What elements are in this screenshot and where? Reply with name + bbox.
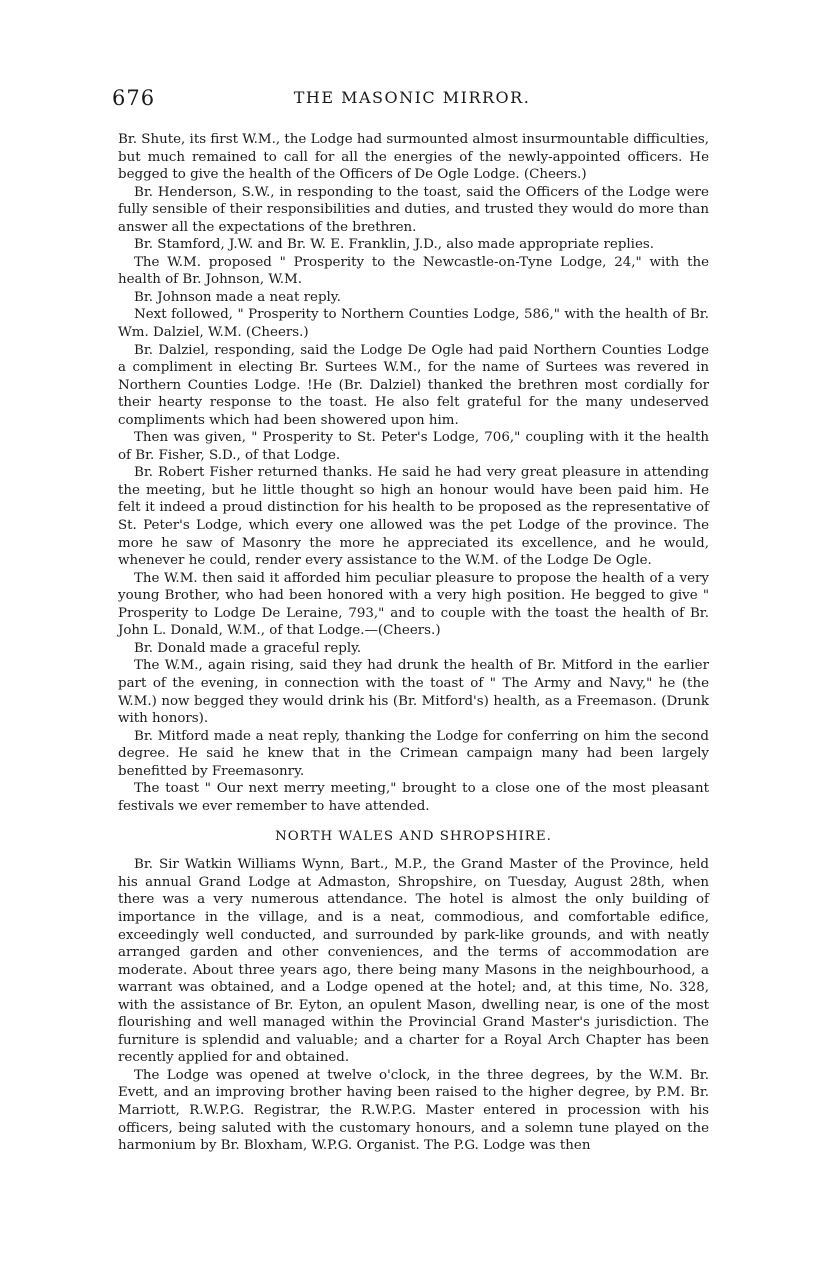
paragraph: Br. Dalziel, responding, said the Lodge De Ogle had paid Northern Counties Lodge a compliment in electing Br. Surtees W.M., for the name of Surtees was revered in Northern Counties Lodge. !He (Br. Dalziel) thanked the brethren most cordially for their hearty response to the toast. He also felt grateful for the many undeserved compliments which had been showered upon him. <box>118 342 709 428</box>
running-title: THE MASONIC MIRROR. <box>293 88 531 107</box>
page-number: 676 <box>112 86 156 110</box>
paragraph: The W.M. proposed " Prosperity to the Newcastle-on-Tyne Lodge, 24," with the health of Br. Johnson, W.M. <box>118 254 709 288</box>
paragraph: Br. Stamford, J.W. and Br. W. E. Franklin, J.D., also made appropriate replies. <box>134 237 655 253</box>
paragraph: Br. Johnson made a neat reply. <box>134 289 341 305</box>
paragraph: Br. Shute, its first W.M., the Lodge had surmounted almost insurmountable difficulties, but much remained to call for all the energies of the newly-appointed officers. He begged to give the health of the Officers of De Ogle Lodge. (Cheers.) <box>118 132 709 183</box>
paragraph: The Lodge was opened at twelve o'clock, in the three degrees, by the W.M. Br. Evett, and an improving brother having been raised to the higher degree, by P.M. Br. Marriott, R.W.P.G. Registrar, the R.W.P.G. Master entered in procession with his officers, being saluted with the customary honours, and a solemn tune played on the harmonium by Br. Bloxham, W.P.G. Organist. The P.G. Lodge was then <box>118 1067 709 1154</box>
paragraph: Br. Henderson, S.W., in responding to the toast, said the Officers of the Lodge were fully sensible of their responsibilities and duties, and trusted they would do more than answer all the expectations of the brethren. <box>118 184 709 235</box>
article-body <box>118 131 709 1155</box>
paragraph: The toast " Our next merry meeting," brought to a close one of the most pleasant festivals we ever remember to have attended. <box>118 781 709 814</box>
paragraph: The W.M., again rising, said they had drunk the health of Br. Mitford in the earlier part of the evening, in connection with the toast of " The Army and Navy," he (the W.M.) now begged they would drink his (Br. Mitford's) health, as a Freemason. (Drunk with honors). <box>118 658 709 727</box>
paragraph: Br. Robert Fisher returned thanks. He said he had very great pleasure in attending the meeting, but he little thought so high an honour would have been paid him. He felt it indeed a proud distinction for his health to be proposed as the representative of St. Peter's Lodge, which every one allowed was the pet Lodge of the province. The more he saw of Masonry the more he appreciated its excellence, and he would, whenever he could, render every assistance to the W.M. of the Lodge De Ogle. <box>118 465 709 569</box>
section-heading: NORTH WALES AND SHROPSHIRE. <box>275 829 552 845</box>
paragraph: The W.M. then said it afforded him peculiar pleasure to propose the health of a very young Brother, who had been honored with a very high position. He begged to give " Prosperity to Lodge De Leraine, 793," and to couple with the toast the health of Br. John L. Donald, W.M., of that Lodge.—(Cheers.) <box>118 570 709 639</box>
paragraph: Br. Mitford made a neat reply, thanking the Lodge for conferring on him the second degree. He said he knew that in the Crimean campaign many had been largely benefitted by Freemasonry. <box>118 728 709 779</box>
paragraph: Br. Donald made a graceful reply. <box>134 640 362 656</box>
page-header <box>112 86 712 116</box>
paragraph: Br. Sir Watkin Williams Wynn, Bart., M.P., the Grand Master of the Province, held his annual Grand Lodge at Admaston, Shropshire, on Tuesday, August 28th, when there was a very numerous attendance. The hotel is almost the only building of importance in the village, and is a neat, commodious, and comfortable edifice, exceedingly well conducted, and surrounded by park-like grounds, and with neatly arranged garden and other conveniences, and the terms of accommodation are moderate. About three years ago, there being many Masons in the neighbourhood, a warrant was obtained, and a Lodge opened at the hotel; and, at this time, No. 328, with the assistance of Br. Eyton, an opulent Mason, dwelling near, is one of the most flourishing and well managed within the Provincial Grand Master's jurisdiction. The furniture is splendid and valuable; and a charter for a Royal Arch Chapter has been recently applied for and obtained. <box>118 857 709 1066</box>
paragraph: Then was given, " Prosperity to St. Peter's Lodge, 706," coupling with it the health of Br. Fisher, S.D., of that Lodge. <box>118 430 709 463</box>
paragraph: Next followed, " Prosperity to Northern Counties Lodge, 586," with the health of Br. Wm. Dalziel, W.M. (Cheers.) <box>118 307 709 341</box>
